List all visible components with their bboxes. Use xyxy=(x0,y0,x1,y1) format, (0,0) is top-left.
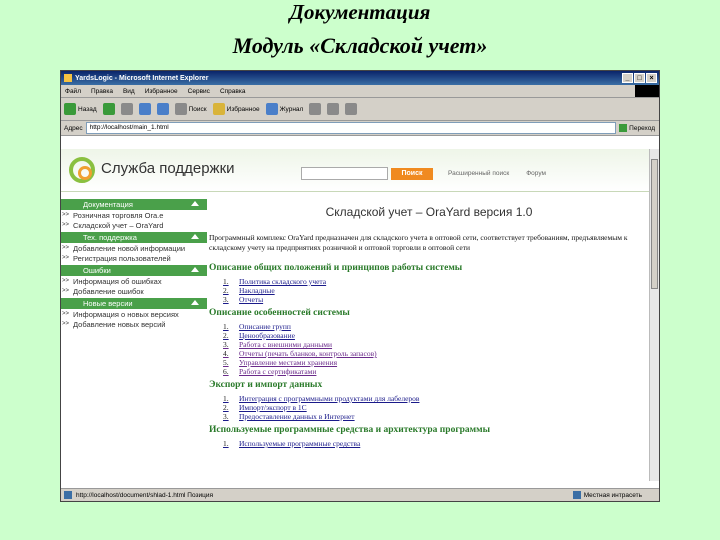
section-heading[interactable]: Экспорт и импорт данных xyxy=(209,380,323,390)
refresh-icon xyxy=(139,103,151,115)
minimize-button[interactable]: _ xyxy=(622,73,633,83)
home-button[interactable] xyxy=(157,103,169,115)
list-number: 1. xyxy=(223,439,229,448)
slide-subtitle: Модуль «Складской учет» xyxy=(232,33,488,58)
doc-link-text: Работа с сертификатами xyxy=(239,367,317,376)
list-number: 3. xyxy=(223,412,229,421)
search-label: Поиск xyxy=(188,105,207,113)
doc-link-text: Предоставление данных в Интернет xyxy=(239,412,355,421)
doc-link-text: Работа с внешними данными xyxy=(239,340,333,349)
list-number: 1. xyxy=(223,322,229,331)
menu-help[interactable]: Справка xyxy=(219,87,246,95)
doc-link-text: Импорт/экспорт в 1С xyxy=(239,403,307,412)
back-label: Назад xyxy=(78,105,97,113)
ie-icon xyxy=(64,74,72,82)
vertical-scrollbar[interactable] xyxy=(649,149,659,481)
stop-icon xyxy=(121,103,133,115)
print-icon xyxy=(327,103,339,115)
doc-link-text: Отчеты (печать бланков, контроль запасов) xyxy=(239,349,377,358)
sidebar-section-header[interactable] xyxy=(61,199,207,210)
address-url: http://localhost/main_1.html xyxy=(89,124,169,131)
favorites-button[interactable] xyxy=(213,103,260,115)
list-number: 6. xyxy=(223,367,229,376)
edit-button[interactable] xyxy=(345,103,357,115)
doc-link-text: Накладные xyxy=(239,286,275,295)
list-number: 2. xyxy=(223,286,229,295)
section-heading[interactable]: Описание общих положений и принципов работы системы xyxy=(209,263,463,273)
toolbar xyxy=(61,98,659,121)
doc-link[interactable] xyxy=(223,295,649,304)
sidebar-link[interactable]: >> Розничная торговля Ora.е xyxy=(61,211,207,220)
menu-view[interactable]: Вид xyxy=(122,87,135,95)
mail-button[interactable] xyxy=(309,103,321,115)
collapse-triangle-icon[interactable] xyxy=(191,267,199,272)
back-button[interactable] xyxy=(64,103,97,115)
list-number: 2. xyxy=(223,403,229,412)
sidebar-link[interactable]: >> Складской учет – OraYard xyxy=(61,221,207,230)
list-number: 2. xyxy=(223,331,229,340)
site-search xyxy=(301,167,546,180)
doc-link[interactable] xyxy=(223,403,649,412)
doc-link[interactable] xyxy=(223,322,649,331)
doc-link[interactable] xyxy=(223,349,649,358)
doc-link-text: Описание групп xyxy=(239,322,291,331)
edit-icon xyxy=(345,103,357,115)
site-brand: Служба поддержки xyxy=(101,160,235,177)
site-search-button[interactable]: Поиск xyxy=(391,168,433,180)
list-number: 4. xyxy=(223,349,229,358)
list-number: 3. xyxy=(223,340,229,349)
sidebar-link[interactable]: >> Информация о новых версиях xyxy=(61,310,207,319)
window-title: YardsLogic - Microsoft Internet Explorer xyxy=(75,74,209,82)
address-bar xyxy=(61,121,659,136)
list-number: 1. xyxy=(223,277,229,286)
page-content xyxy=(61,149,651,481)
doc-link[interactable] xyxy=(223,367,649,376)
address-input[interactable] xyxy=(86,122,617,134)
print-button[interactable] xyxy=(327,103,339,115)
history-button[interactable] xyxy=(266,103,304,115)
security-zone xyxy=(573,491,642,499)
doc-link[interactable] xyxy=(223,286,649,295)
address-label: Адрес xyxy=(64,124,83,132)
intro-text: Программный комплекс OraYard предназначен для складского учета в оптовой сети, соответствует требованиям, предъявляемым к складскому учету на предприятиях розничной и оптовой торговли в оптовой сети xyxy=(209,233,628,252)
menu-file[interactable]: Файл xyxy=(65,87,81,95)
menu-bar xyxy=(61,85,659,98)
browser-window xyxy=(60,70,660,502)
menu-tools[interactable]: Сервис xyxy=(187,87,210,95)
sidebar xyxy=(61,197,207,330)
zone-label: Местная интрасеть xyxy=(583,491,642,499)
forum-link[interactable]: Форум xyxy=(526,170,546,177)
search-toolbar-button[interactable] xyxy=(175,103,207,115)
doc-link-text: Политика складского учета xyxy=(239,277,327,286)
doc-link[interactable] xyxy=(223,412,649,421)
star-icon xyxy=(213,103,225,115)
doc-link[interactable] xyxy=(223,439,649,448)
collapse-triangle-icon[interactable] xyxy=(191,234,199,239)
doc-link-text: Интеграция с программными продуктами для лабелеров xyxy=(239,394,420,403)
home-icon xyxy=(157,103,169,115)
go-button[interactable] xyxy=(619,124,659,132)
site-search-input[interactable] xyxy=(301,167,388,180)
status-text: http://localhost/document/shlad-1.html Позиция xyxy=(76,491,213,499)
sidebar-section-header[interactable] xyxy=(61,298,207,309)
history-label: Журнал xyxy=(279,105,304,113)
sidebar-section-title: Ошибки xyxy=(83,266,111,275)
list-number: 5. xyxy=(223,358,229,367)
mail-icon xyxy=(309,103,321,115)
sidebar-link[interactable]: >> Информация об ошибках xyxy=(61,277,207,286)
sidebar-link[interactable]: >> Добавление ошибок xyxy=(61,287,207,296)
sidebar-link[interactable]: >> Добавление новых версий xyxy=(61,320,207,329)
go-label: Переход xyxy=(629,124,655,132)
doc-link-text: Отчеты xyxy=(239,295,264,304)
sidebar-section-title: Документация xyxy=(83,200,133,209)
menu-favorites[interactable]: Избранное xyxy=(144,87,178,95)
window-titlebar xyxy=(61,71,659,85)
page-icon xyxy=(64,491,72,499)
page-title: Складской учет – OraYard версия 1.0 xyxy=(325,205,533,219)
maximize-button[interactable]: □ xyxy=(634,73,645,83)
forward-arrow-icon xyxy=(103,103,115,115)
favorites-label: Избранное xyxy=(226,105,260,113)
intranet-icon xyxy=(573,491,581,499)
doc-link[interactable] xyxy=(223,394,649,403)
doc-link[interactable] xyxy=(223,331,649,340)
history-icon xyxy=(266,103,278,115)
list-number: 3. xyxy=(223,295,229,304)
list-number: 1. xyxy=(223,394,229,403)
sidebar-section-header[interactable] xyxy=(61,265,207,276)
sidebar-section-title: Новые версии xyxy=(83,299,133,308)
collapse-triangle-icon[interactable] xyxy=(191,300,199,305)
close-button[interactable]: × xyxy=(646,73,657,83)
collapse-triangle-icon[interactable] xyxy=(191,201,199,206)
advanced-search-link[interactable]: Расширенный поиск xyxy=(448,170,510,177)
doc-link[interactable] xyxy=(223,340,649,349)
sidebar-section-title: Тех. поддержка xyxy=(83,233,137,242)
slide-title: Документация xyxy=(289,0,431,24)
sidebar-link[interactable]: >> Регистрация пользователей xyxy=(61,254,207,263)
doc-link[interactable] xyxy=(223,277,649,286)
main-content xyxy=(209,205,649,448)
sidebar-section-header[interactable] xyxy=(61,232,207,243)
go-arrow-icon xyxy=(619,124,627,132)
doc-link-text: Управление местами хранения xyxy=(239,358,338,367)
menu-edit[interactable]: Правка xyxy=(90,87,113,95)
support-logo-icon xyxy=(69,157,95,183)
doc-link-text: Ценообразование xyxy=(239,331,295,340)
search-icon xyxy=(175,103,187,115)
doc-link-text: Используемые программные средства xyxy=(239,439,361,448)
section-heading[interactable]: Описание особенностей системы xyxy=(209,308,350,318)
windows-logo-icon xyxy=(635,85,659,97)
refresh-button[interactable] xyxy=(139,103,151,115)
stop-button[interactable] xyxy=(121,103,133,115)
section-heading[interactable]: Используемые программные средства и архитектура программы xyxy=(209,425,491,435)
scrollbar-thumb[interactable] xyxy=(651,159,658,289)
sidebar-link[interactable]: >> Добавление новой информации xyxy=(61,244,207,253)
back-arrow-icon xyxy=(64,103,76,115)
doc-link[interactable] xyxy=(223,358,649,367)
forward-button[interactable] xyxy=(103,103,115,115)
status-bar xyxy=(61,488,660,501)
